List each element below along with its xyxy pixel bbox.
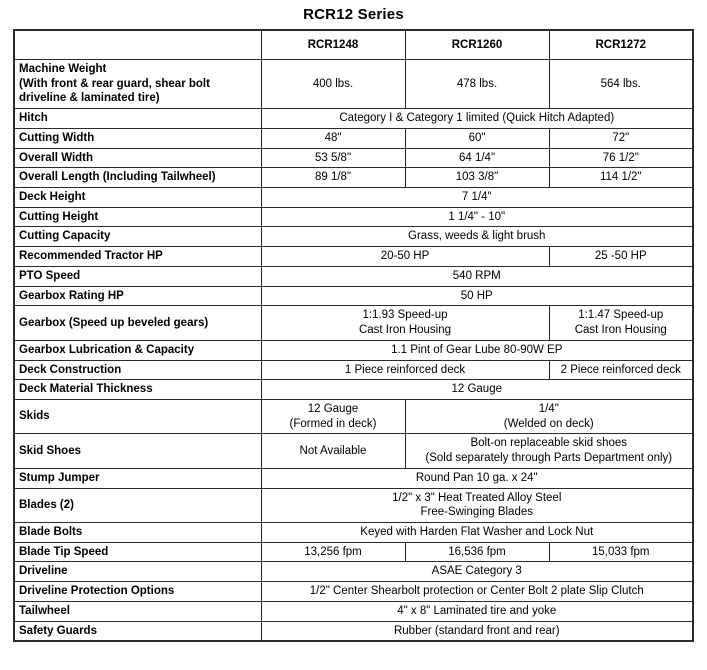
row-value-cell: 48"	[261, 128, 405, 148]
page-title: RCR12 Series	[303, 6, 404, 23]
row-value-cell: 1:1.47 Speed-up Cast Iron Housing	[549, 306, 693, 340]
row-value-cell: 1/4" (Welded on deck)	[405, 399, 693, 433]
row-value-cell: 478 lbs.	[405, 60, 549, 109]
table-header	[14, 30, 693, 60]
row-value-cell: Category I & Category 1 limited (Quick Hitch Adapted)	[261, 109, 693, 129]
table-row	[14, 286, 693, 306]
table-row	[14, 340, 693, 360]
row-label: Machine Weight (With front & rear guard, shear bolt driveline & laminated tire)	[14, 60, 261, 109]
row-value-cell: 1 Piece reinforced deck	[261, 360, 549, 380]
row-label: Deck Construction	[14, 360, 261, 380]
row-label: Skid Shoes	[14, 434, 261, 468]
column-header-model-1: RCR1248	[261, 30, 405, 60]
row-label: Skids	[14, 399, 261, 433]
row-value-cell: 16,536 fpm	[405, 542, 549, 562]
table-row	[14, 468, 693, 488]
table-header-row	[14, 30, 693, 60]
row-label: Recommended Tractor HP	[14, 247, 261, 267]
row-value-cell: 15,033 fpm	[549, 542, 693, 562]
table-row	[14, 148, 693, 168]
row-value-cell: 72"	[549, 128, 693, 148]
row-value-cell: 400 lbs.	[261, 60, 405, 109]
row-value-cell: Round Pan 10 ga. x 24"	[261, 468, 693, 488]
column-header-model-2: RCR1260	[405, 30, 549, 60]
row-value-cell: Not Available	[261, 434, 405, 468]
row-label: Cutting Height	[14, 207, 261, 227]
row-value-cell: 103 3/8"	[405, 168, 549, 188]
row-value-cell: 1/2" Center Shearbolt protection or Center Bolt 2 plate Slip Clutch	[261, 582, 693, 602]
table-row	[14, 207, 693, 227]
row-label: Deck Material Thickness	[14, 380, 261, 400]
row-value-cell: 7 1/4"	[261, 188, 693, 208]
table-body	[14, 60, 693, 642]
table-row	[14, 168, 693, 188]
row-value-cell: 12 Gauge (Formed in deck)	[261, 399, 405, 433]
row-value-cell: Keyed with Harden Flat Washer and Lock Nut	[261, 522, 693, 542]
row-value-cell: 64 1/4"	[405, 148, 549, 168]
table-row	[14, 542, 693, 562]
table-row	[14, 60, 693, 109]
table-row	[14, 109, 693, 129]
row-value-cell: 540 RPM	[261, 266, 693, 286]
row-value-cell: 4" x 8" Laminated tire and yoke	[261, 601, 693, 621]
table-row	[14, 562, 693, 582]
row-label: Stump Jumper	[14, 468, 261, 488]
row-label: Blade Bolts	[14, 522, 261, 542]
table-row	[14, 488, 693, 522]
row-label: Hitch	[14, 109, 261, 129]
row-label: Cutting Capacity	[14, 227, 261, 247]
row-value-cell: 1:1.93 Speed-up Cast Iron Housing	[261, 306, 549, 340]
table-row	[14, 266, 693, 286]
row-label: Overall Length (Including Tailwheel)	[14, 168, 261, 188]
row-value-cell: 53 5/8"	[261, 148, 405, 168]
table-row	[14, 399, 693, 433]
row-label: PTO Speed	[14, 266, 261, 286]
row-label: Safety Guards	[14, 621, 261, 641]
table-row	[14, 601, 693, 621]
row-value-cell: ASAE Category 3	[261, 562, 693, 582]
row-value-cell: 20-50 HP	[261, 247, 549, 267]
row-value-cell: 1 1/4" - 10"	[261, 207, 693, 227]
table-row	[14, 360, 693, 380]
row-value-cell: 114 1/2"	[549, 168, 693, 188]
row-label: Gearbox Lubrication & Capacity	[14, 340, 261, 360]
row-value-cell: 25 -50 HP	[549, 247, 693, 267]
row-value-cell: 76 1/2"	[549, 148, 693, 168]
table-row	[14, 434, 693, 468]
table-row	[14, 227, 693, 247]
row-label: Blades (2)	[14, 488, 261, 522]
row-value-cell: 2 Piece reinforced deck	[549, 360, 693, 380]
table-row	[14, 306, 693, 340]
row-label: Overall Width	[14, 148, 261, 168]
row-label: Gearbox Rating HP	[14, 286, 261, 306]
row-label: Cutting Width	[14, 128, 261, 148]
table-row	[14, 522, 693, 542]
row-value-cell: 564 lbs.	[549, 60, 693, 109]
row-value-cell: 13,256 fpm	[261, 542, 405, 562]
table-row	[14, 188, 693, 208]
row-label: Deck Height	[14, 188, 261, 208]
table-row	[14, 621, 693, 641]
table-row	[14, 247, 693, 267]
row-label: Blade Tip Speed	[14, 542, 261, 562]
table-row	[14, 128, 693, 148]
row-value-cell: 1.1 Pint of Gear Lube 80-90W EP	[261, 340, 693, 360]
row-value-cell: 12 Gauge	[261, 380, 693, 400]
row-value-cell: 60"	[405, 128, 549, 148]
table-row	[14, 380, 693, 400]
row-value-cell: 1/2" x 3" Heat Treated Alloy Steel Free-Swinging Blades	[261, 488, 693, 522]
row-label: Driveline Protection Options	[14, 582, 261, 602]
row-value-cell: 50 HP	[261, 286, 693, 306]
row-label: Gearbox (Speed up beveled gears)	[14, 306, 261, 340]
column-header-model-3: RCR1272	[549, 30, 693, 60]
row-value-cell: Rubber (standard front and rear)	[261, 621, 693, 641]
row-value-cell: 89 1/8"	[261, 168, 405, 188]
specifications-table	[13, 29, 694, 642]
table-corner-cell	[14, 30, 261, 60]
row-label: Driveline	[14, 562, 261, 582]
row-value-cell: Grass, weeds & light brush	[261, 227, 693, 247]
row-label: Tailwheel	[14, 601, 261, 621]
row-value-cell: Bolt-on replaceable skid shoes (Sold separately through Parts Department only)	[405, 434, 693, 468]
table-row	[14, 582, 693, 602]
